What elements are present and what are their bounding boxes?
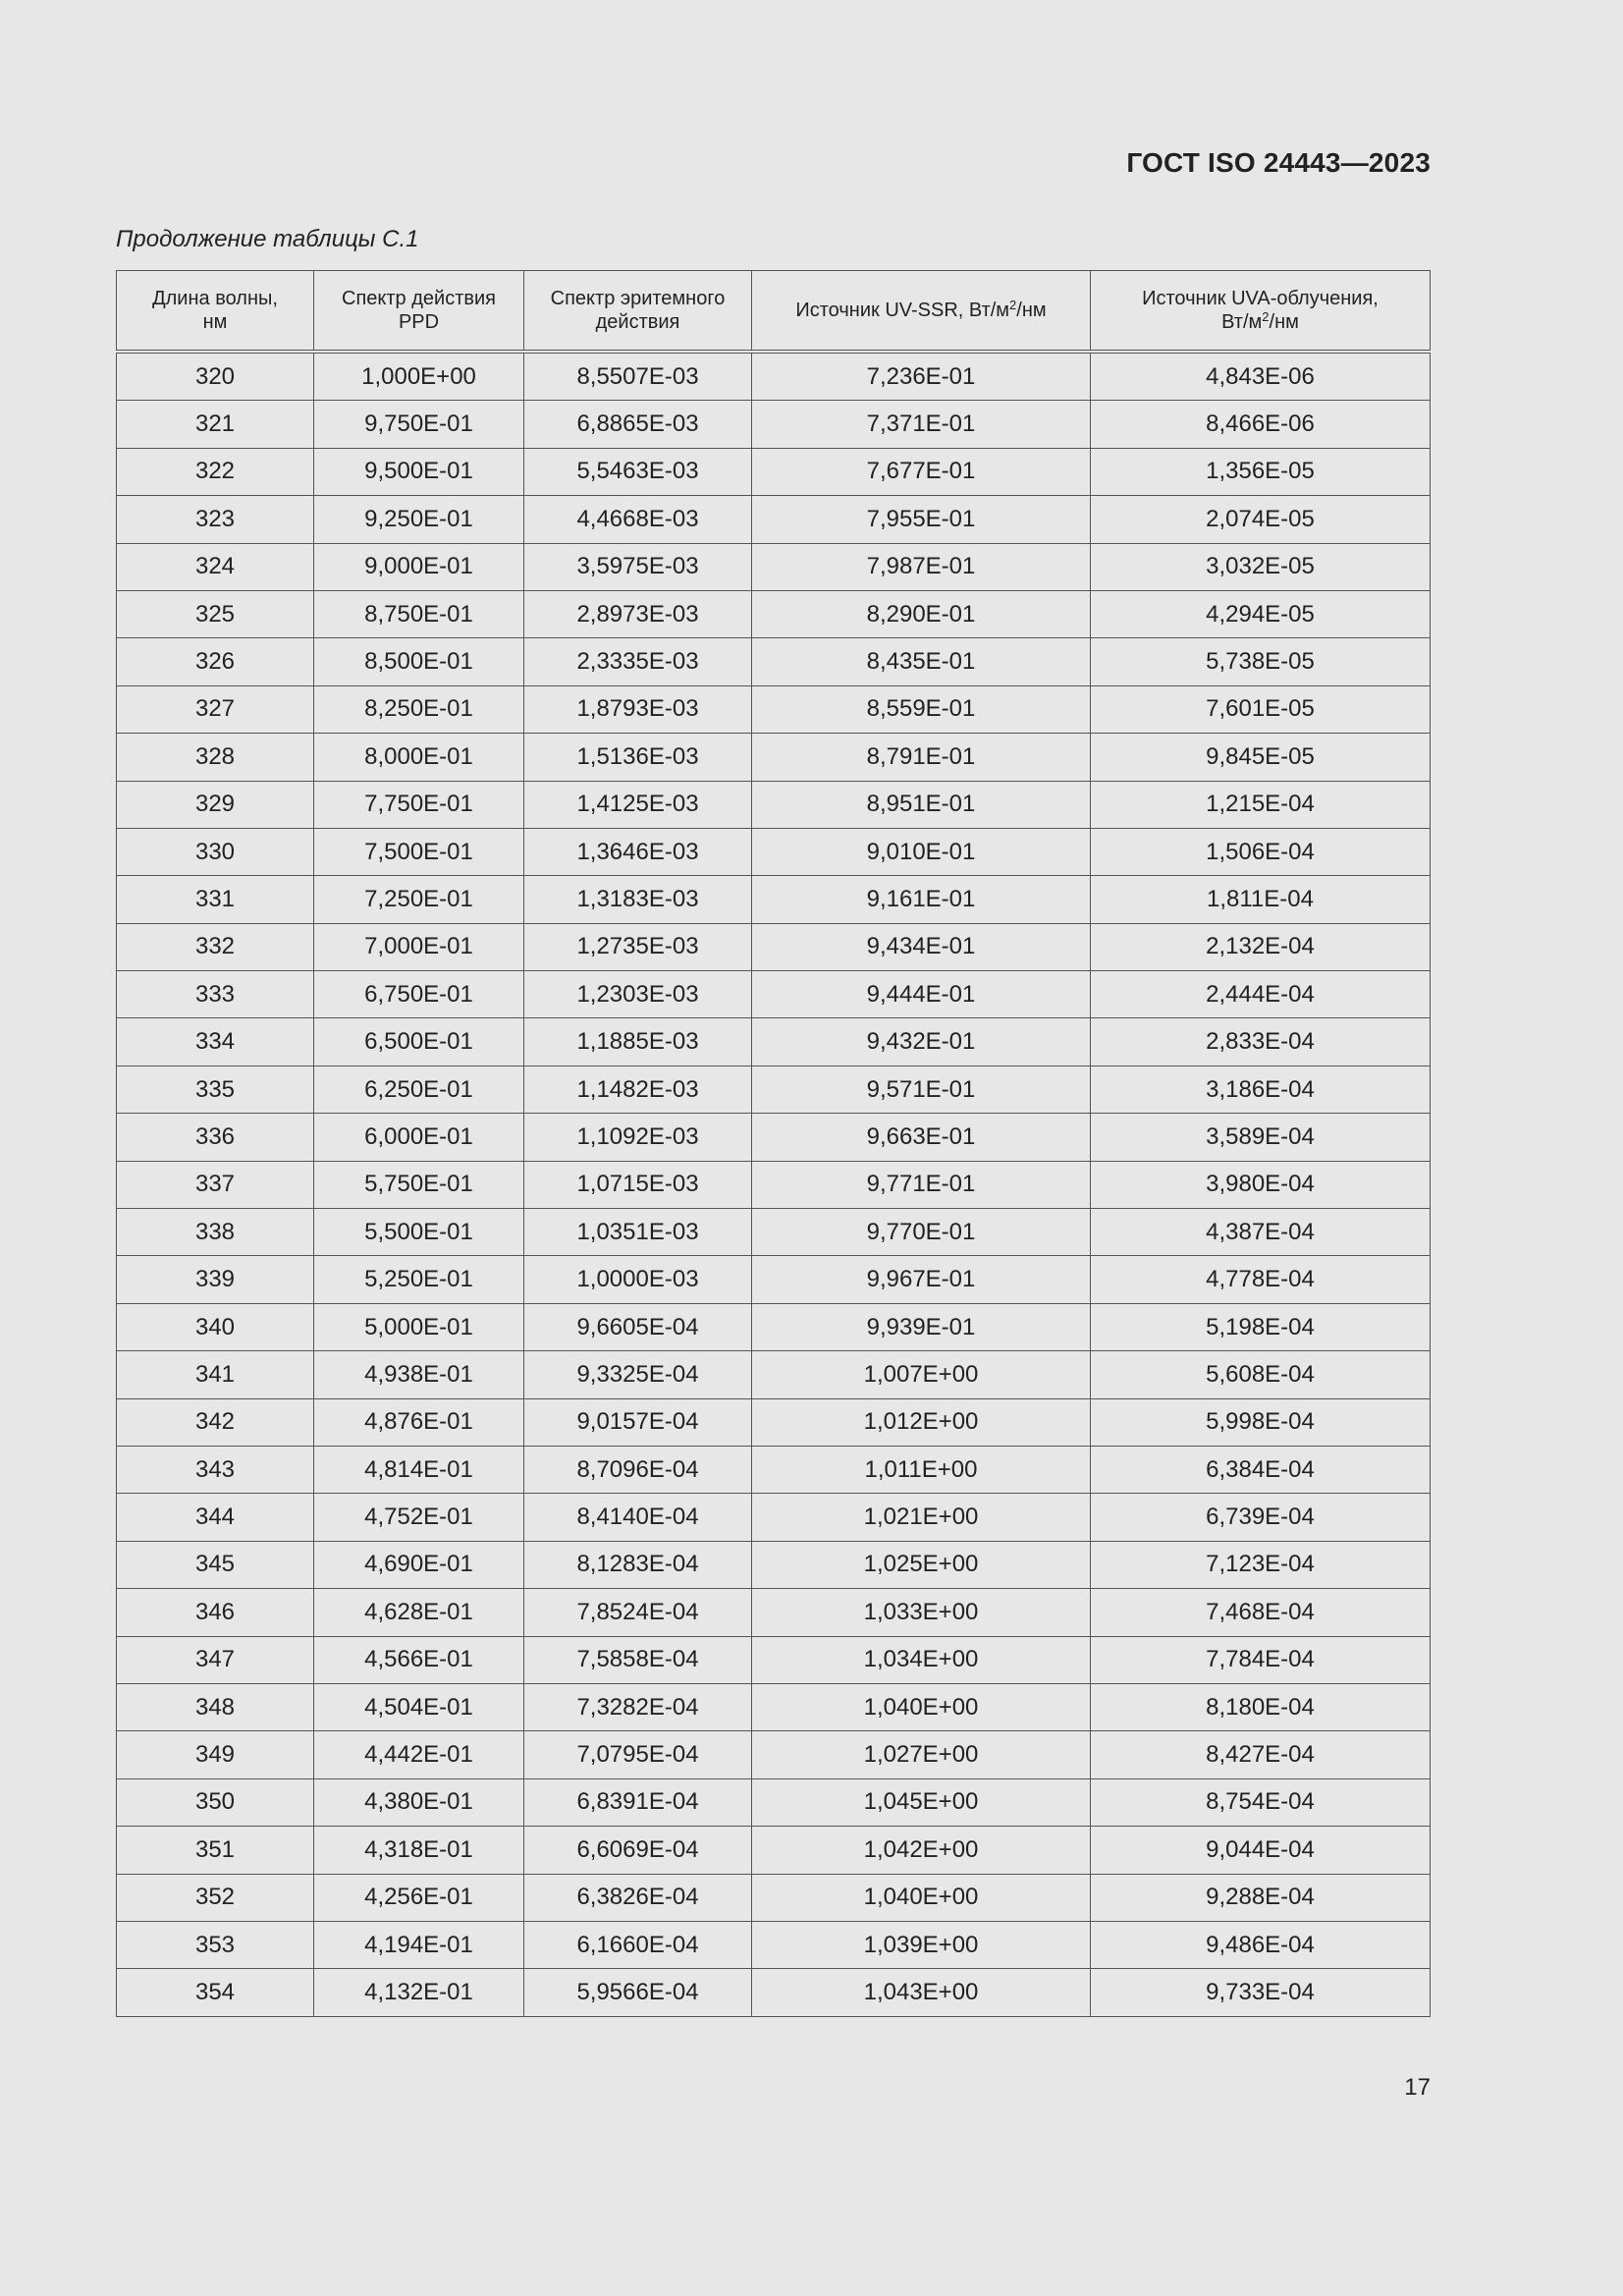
cell-uv-ssr: 9,444E-01 bbox=[752, 971, 1091, 1018]
table-row bbox=[117, 448, 1431, 495]
table-row bbox=[117, 781, 1431, 828]
table-row bbox=[117, 1256, 1431, 1303]
cell-ppd: 8,500E-01 bbox=[314, 638, 524, 685]
cell-uva: 1,356E-05 bbox=[1091, 448, 1431, 495]
cell-uva: 8,754E-04 bbox=[1091, 1778, 1431, 1826]
cell-uv-ssr: 8,791E-01 bbox=[752, 734, 1091, 781]
cell-wavelength: 333 bbox=[117, 971, 314, 1018]
table-row bbox=[117, 496, 1431, 543]
table-row bbox=[117, 876, 1431, 923]
cell-uva: 1,811E-04 bbox=[1091, 876, 1431, 923]
cell-ppd: 6,750E-01 bbox=[314, 971, 524, 1018]
cell-uv-ssr: 7,677E-01 bbox=[752, 448, 1091, 495]
cell-erythema: 9,6605E-04 bbox=[524, 1303, 752, 1350]
table-caption: Продолжение таблицы С.1 bbox=[116, 226, 419, 252]
cell-uva: 2,444E-04 bbox=[1091, 971, 1431, 1018]
table-row bbox=[117, 1114, 1431, 1161]
cell-uv-ssr: 1,007E+00 bbox=[752, 1351, 1091, 1398]
cell-erythema: 6,6069E-04 bbox=[524, 1827, 752, 1874]
data-table bbox=[116, 270, 1431, 2017]
cell-ppd: 4,690E-01 bbox=[314, 1541, 524, 1588]
table-row bbox=[117, 590, 1431, 637]
cell-ppd: 4,318E-01 bbox=[314, 1827, 524, 1874]
cell-uv-ssr: 8,435E-01 bbox=[752, 638, 1091, 685]
cell-erythema: 1,2303E-03 bbox=[524, 971, 752, 1018]
cell-uv-ssr: 1,025E+00 bbox=[752, 1541, 1091, 1588]
table-row bbox=[117, 734, 1431, 781]
cell-ppd: 7,000E-01 bbox=[314, 923, 524, 970]
table-row bbox=[117, 1209, 1431, 1256]
cell-uva: 5,608E-04 bbox=[1091, 1351, 1431, 1398]
cell-erythema: 2,3335E-03 bbox=[524, 638, 752, 685]
cell-uva: 1,215E-04 bbox=[1091, 781, 1431, 828]
cell-erythema: 7,3282E-04 bbox=[524, 1683, 752, 1730]
cell-wavelength: 331 bbox=[117, 876, 314, 923]
cell-erythema: 1,0715E-03 bbox=[524, 1161, 752, 1208]
table-row bbox=[117, 1018, 1431, 1066]
table-row bbox=[117, 401, 1431, 448]
cell-uv-ssr: 1,040E+00 bbox=[752, 1874, 1091, 1921]
cell-uva: 4,843E-06 bbox=[1091, 352, 1431, 401]
table-row bbox=[117, 1494, 1431, 1541]
cell-uv-ssr: 1,012E+00 bbox=[752, 1398, 1091, 1446]
cell-ppd: 8,750E-01 bbox=[314, 590, 524, 637]
cell-erythema: 8,5507E-03 bbox=[524, 352, 752, 401]
cell-uva: 3,589E-04 bbox=[1091, 1114, 1431, 1161]
cell-uva: 7,468E-04 bbox=[1091, 1589, 1431, 1636]
table-row bbox=[117, 543, 1431, 590]
cell-erythema: 1,3646E-03 bbox=[524, 828, 752, 875]
table-row bbox=[117, 1683, 1431, 1730]
cell-erythema: 6,3826E-04 bbox=[524, 1874, 752, 1921]
cell-erythema: 8,1283E-04 bbox=[524, 1541, 752, 1588]
cell-wavelength: 348 bbox=[117, 1683, 314, 1730]
cell-uva: 8,466E-06 bbox=[1091, 401, 1431, 448]
cell-erythema: 7,8524E-04 bbox=[524, 1589, 752, 1636]
cell-uv-ssr: 1,045E+00 bbox=[752, 1778, 1091, 1826]
header-uva-source: Источник UVA-облучения, $Вт/м^2/нм$ bbox=[1091, 271, 1431, 353]
table-row bbox=[117, 1731, 1431, 1778]
cell-ppd: 8,250E-01 bbox=[314, 685, 524, 733]
header-uv-ssr-source: Источник UV-SSR, $Вт/м^2/нм$ bbox=[752, 271, 1091, 353]
cell-uv-ssr: 8,559E-01 bbox=[752, 685, 1091, 733]
cell-erythema: 9,3325E-04 bbox=[524, 1351, 752, 1398]
cell-ppd: 4,132E-01 bbox=[314, 1969, 524, 2016]
cell-uva: 9,845E-05 bbox=[1091, 734, 1431, 781]
cell-erythema: 1,1482E-03 bbox=[524, 1066, 752, 1113]
cell-wavelength: 346 bbox=[117, 1589, 314, 1636]
cell-wavelength: 347 bbox=[117, 1636, 314, 1683]
table-row bbox=[117, 1161, 1431, 1208]
cell-uv-ssr: 9,010E-01 bbox=[752, 828, 1091, 875]
cell-uva: 7,601E-05 bbox=[1091, 685, 1431, 733]
cell-ppd: 9,500E-01 bbox=[314, 448, 524, 495]
cell-uva: 4,294E-05 bbox=[1091, 590, 1431, 637]
cell-uva: 7,784E-04 bbox=[1091, 1636, 1431, 1683]
cell-erythema: 5,9566E-04 bbox=[524, 1969, 752, 2016]
cell-ppd: 5,750E-01 bbox=[314, 1161, 524, 1208]
table-row bbox=[117, 1541, 1431, 1588]
cell-wavelength: 340 bbox=[117, 1303, 314, 1350]
cell-wavelength: 322 bbox=[117, 448, 314, 495]
table-row bbox=[117, 1066, 1431, 1113]
cell-wavelength: 350 bbox=[117, 1778, 314, 1826]
cell-uva: 6,739E-04 bbox=[1091, 1494, 1431, 1541]
table-row bbox=[117, 923, 1431, 970]
cell-uv-ssr: 7,987E-01 bbox=[752, 543, 1091, 590]
cell-erythema: 4,4668E-03 bbox=[524, 496, 752, 543]
cell-erythema: 1,3183E-03 bbox=[524, 876, 752, 923]
cell-uva: 7,123E-04 bbox=[1091, 1541, 1431, 1588]
cell-ppd: 9,750E-01 bbox=[314, 401, 524, 448]
table-body bbox=[117, 352, 1431, 2016]
cell-erythema: 9,0157E-04 bbox=[524, 1398, 752, 1446]
cell-ppd: 4,628E-01 bbox=[314, 1589, 524, 1636]
cell-erythema: 7,5858E-04 bbox=[524, 1636, 752, 1683]
cell-wavelength: 339 bbox=[117, 1256, 314, 1303]
cell-uv-ssr: 9,663E-01 bbox=[752, 1114, 1091, 1161]
header-ppd-action-spectrum: Спектр действия PPD bbox=[314, 271, 524, 353]
cell-uv-ssr: 1,040E+00 bbox=[752, 1683, 1091, 1730]
cell-wavelength: 335 bbox=[117, 1066, 314, 1113]
cell-ppd: 4,566E-01 bbox=[314, 1636, 524, 1683]
cell-wavelength: 345 bbox=[117, 1541, 314, 1588]
cell-ppd: 8,000E-01 bbox=[314, 734, 524, 781]
table-row bbox=[117, 1398, 1431, 1446]
cell-ppd: 4,752E-01 bbox=[314, 1494, 524, 1541]
table-header-row bbox=[117, 271, 1431, 353]
cell-erythema: 7,0795E-04 bbox=[524, 1731, 752, 1778]
cell-uv-ssr: 9,770E-01 bbox=[752, 1209, 1091, 1256]
cell-uv-ssr: 9,771E-01 bbox=[752, 1161, 1091, 1208]
cell-wavelength: 326 bbox=[117, 638, 314, 685]
cell-ppd: 4,814E-01 bbox=[314, 1446, 524, 1493]
cell-wavelength: 329 bbox=[117, 781, 314, 828]
cell-wavelength: 320 bbox=[117, 352, 314, 401]
cell-uva: 5,198E-04 bbox=[1091, 1303, 1431, 1350]
cell-uv-ssr: 1,042E+00 bbox=[752, 1827, 1091, 1874]
cell-ppd: 4,876E-01 bbox=[314, 1398, 524, 1446]
cell-ppd: 7,250E-01 bbox=[314, 876, 524, 923]
cell-uva: 9,288E-04 bbox=[1091, 1874, 1431, 1921]
cell-uva: 3,032E-05 bbox=[1091, 543, 1431, 590]
cell-erythema: 1,0000E-03 bbox=[524, 1256, 752, 1303]
cell-uva: 1,506E-04 bbox=[1091, 828, 1431, 875]
cell-erythema: 1,2735E-03 bbox=[524, 923, 752, 970]
cell-wavelength: 325 bbox=[117, 590, 314, 637]
cell-uv-ssr: 7,371E-01 bbox=[752, 401, 1091, 448]
table-row bbox=[117, 1969, 1431, 2016]
cell-ppd: 4,194E-01 bbox=[314, 1921, 524, 1968]
cell-uv-ssr: 7,955E-01 bbox=[752, 496, 1091, 543]
header-erythema-action-spectrum: Спектр эритемного действия bbox=[524, 271, 752, 353]
cell-wavelength: 352 bbox=[117, 1874, 314, 1921]
cell-erythema: 8,7096E-04 bbox=[524, 1446, 752, 1493]
table-row bbox=[117, 1589, 1431, 1636]
table-row bbox=[117, 1636, 1431, 1683]
cell-wavelength: 330 bbox=[117, 828, 314, 875]
cell-uva: 8,427E-04 bbox=[1091, 1731, 1431, 1778]
cell-ppd: 5,250E-01 bbox=[314, 1256, 524, 1303]
cell-wavelength: 321 bbox=[117, 401, 314, 448]
table-row bbox=[117, 971, 1431, 1018]
cell-uv-ssr: 9,571E-01 bbox=[752, 1066, 1091, 1113]
cell-ppd: 7,500E-01 bbox=[314, 828, 524, 875]
cell-wavelength: 334 bbox=[117, 1018, 314, 1066]
cell-wavelength: 336 bbox=[117, 1114, 314, 1161]
cell-wavelength: 343 bbox=[117, 1446, 314, 1493]
cell-uva: 6,384E-04 bbox=[1091, 1446, 1431, 1493]
cell-uv-ssr: 7,236E-01 bbox=[752, 352, 1091, 401]
cell-erythema: 3,5975E-03 bbox=[524, 543, 752, 590]
cell-uva: 9,044E-04 bbox=[1091, 1827, 1431, 1874]
cell-erythema: 8,4140E-04 bbox=[524, 1494, 752, 1541]
cell-ppd: 9,000E-01 bbox=[314, 543, 524, 590]
cell-ppd: 6,500E-01 bbox=[314, 1018, 524, 1066]
cell-erythema: 1,5136E-03 bbox=[524, 734, 752, 781]
cell-ppd: 7,750E-01 bbox=[314, 781, 524, 828]
cell-wavelength: 338 bbox=[117, 1209, 314, 1256]
table-row bbox=[117, 1827, 1431, 1874]
cell-uva: 2,833E-04 bbox=[1091, 1018, 1431, 1066]
cell-uv-ssr: 8,951E-01 bbox=[752, 781, 1091, 828]
cell-ppd: 6,000E-01 bbox=[314, 1114, 524, 1161]
cell-wavelength: 342 bbox=[117, 1398, 314, 1446]
cell-wavelength: 344 bbox=[117, 1494, 314, 1541]
cell-uva: 4,778E-04 bbox=[1091, 1256, 1431, 1303]
cell-uva: 2,074E-05 bbox=[1091, 496, 1431, 543]
cell-ppd: 6,250E-01 bbox=[314, 1066, 524, 1113]
cell-ppd: 5,500E-01 bbox=[314, 1209, 524, 1256]
cell-uv-ssr: 1,034E+00 bbox=[752, 1636, 1091, 1683]
cell-erythema: 1,1885E-03 bbox=[524, 1018, 752, 1066]
cell-uv-ssr: 9,967E-01 bbox=[752, 1256, 1091, 1303]
cell-ppd: 4,442E-01 bbox=[314, 1731, 524, 1778]
cell-ppd: 5,000E-01 bbox=[314, 1303, 524, 1350]
cell-uv-ssr: 9,432E-01 bbox=[752, 1018, 1091, 1066]
cell-wavelength: 328 bbox=[117, 734, 314, 781]
table-row bbox=[117, 638, 1431, 685]
cell-ppd: 4,938E-01 bbox=[314, 1351, 524, 1398]
document-code: ГОСТ ISO 24443—2023 bbox=[1126, 147, 1431, 178]
cell-ppd: 4,504E-01 bbox=[314, 1683, 524, 1730]
cell-wavelength: 354 bbox=[117, 1969, 314, 2016]
cell-wavelength: 324 bbox=[117, 543, 314, 590]
cell-uv-ssr: 9,161E-01 bbox=[752, 876, 1091, 923]
cell-erythema: 2,8973E-03 bbox=[524, 590, 752, 637]
table-row bbox=[117, 1351, 1431, 1398]
cell-wavelength: 332 bbox=[117, 923, 314, 970]
cell-ppd: 1,000E+00 bbox=[314, 352, 524, 401]
cell-uv-ssr: 9,434E-01 bbox=[752, 923, 1091, 970]
header-wavelength: Длина волны, нм bbox=[117, 271, 314, 353]
cell-wavelength: 323 bbox=[117, 496, 314, 543]
table-row bbox=[117, 1874, 1431, 1921]
cell-wavelength: 349 bbox=[117, 1731, 314, 1778]
cell-ppd: 9,250E-01 bbox=[314, 496, 524, 543]
cell-uv-ssr: 1,033E+00 bbox=[752, 1589, 1091, 1636]
cell-erythema: 1,4125E-03 bbox=[524, 781, 752, 828]
cell-uva: 2,132E-04 bbox=[1091, 923, 1431, 970]
cell-uv-ssr: 1,043E+00 bbox=[752, 1969, 1091, 2016]
cell-uv-ssr: 1,021E+00 bbox=[752, 1494, 1091, 1541]
cell-wavelength: 341 bbox=[117, 1351, 314, 1398]
cell-uva: 3,980E-04 bbox=[1091, 1161, 1431, 1208]
table-row bbox=[117, 1921, 1431, 1968]
cell-erythema: 1,8793E-03 bbox=[524, 685, 752, 733]
cell-uva: 9,486E-04 bbox=[1091, 1921, 1431, 1968]
table-row bbox=[117, 828, 1431, 875]
cell-wavelength: 353 bbox=[117, 1921, 314, 1968]
cell-ppd: 4,380E-01 bbox=[314, 1778, 524, 1826]
cell-uva: 9,733E-04 bbox=[1091, 1969, 1431, 2016]
cell-erythema: 1,0351E-03 bbox=[524, 1209, 752, 1256]
cell-uva: 3,186E-04 bbox=[1091, 1066, 1431, 1113]
cell-uv-ssr: 1,027E+00 bbox=[752, 1731, 1091, 1778]
table-row bbox=[117, 685, 1431, 733]
cell-erythema: 1,1092E-03 bbox=[524, 1114, 752, 1161]
table-row bbox=[117, 352, 1431, 401]
cell-wavelength: 351 bbox=[117, 1827, 314, 1874]
cell-wavelength: 337 bbox=[117, 1161, 314, 1208]
cell-uv-ssr: 8,290E-01 bbox=[752, 590, 1091, 637]
cell-uva: 8,180E-04 bbox=[1091, 1683, 1431, 1730]
cell-erythema: 6,8865E-03 bbox=[524, 401, 752, 448]
cell-erythema: 5,5463E-03 bbox=[524, 448, 752, 495]
cell-uv-ssr: 9,939E-01 bbox=[752, 1303, 1091, 1350]
cell-uva: 4,387E-04 bbox=[1091, 1209, 1431, 1256]
table-row bbox=[117, 1446, 1431, 1493]
table-row bbox=[117, 1303, 1431, 1350]
cell-uv-ssr: 1,011E+00 bbox=[752, 1446, 1091, 1493]
cell-uva: 5,738E-05 bbox=[1091, 638, 1431, 685]
cell-wavelength: 327 bbox=[117, 685, 314, 733]
cell-erythema: 6,8391E-04 bbox=[524, 1778, 752, 1826]
page-number: 17 bbox=[1404, 2074, 1431, 2101]
table-row bbox=[117, 1778, 1431, 1826]
cell-erythema: 6,1660E-04 bbox=[524, 1921, 752, 1968]
cell-uva: 5,998E-04 bbox=[1091, 1398, 1431, 1446]
cell-uv-ssr: 1,039E+00 bbox=[752, 1921, 1091, 1968]
cell-ppd: 4,256E-01 bbox=[314, 1874, 524, 1921]
